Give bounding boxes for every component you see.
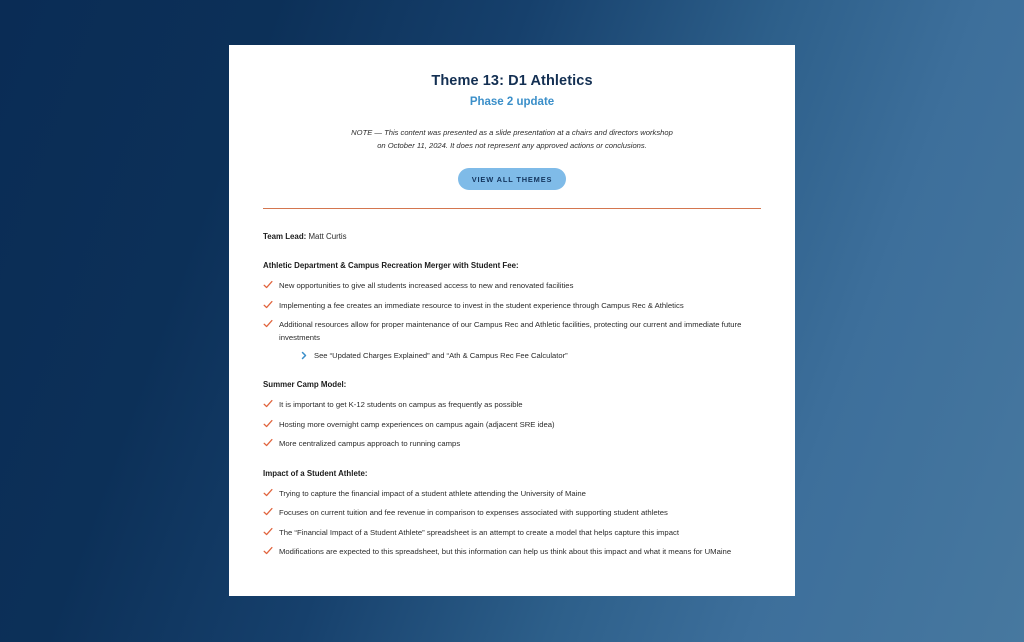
view-all-themes-button[interactable]: VIEW ALL THEMES (458, 168, 567, 190)
hero-button-row (263, 168, 761, 190)
bullet-text: Modifications are expected to this spreadsheet, but this information can help us think about this impact and what it means for UMaine (279, 547, 732, 557)
bullet-text: Additional resources allow for proper maintenance of our Campus Rec and Athletic facilities, protecting our current and immediate future investments (279, 320, 742, 342)
bullet-text: More centralized campus approach to running camps (279, 439, 461, 449)
sections-container (263, 260, 761, 558)
check-icon (263, 507, 273, 517)
check-icon (263, 399, 273, 409)
bullet-list (263, 399, 761, 450)
bullet-text: Trying to capture the financial impact of a student athlete attending the University of Maine (279, 488, 586, 498)
bullet-text: Focuses on current tuition and fee revenue in comparison to expenses associated with supporting student athletes (279, 508, 668, 518)
bullet-item (263, 438, 761, 450)
bullet-text: It is important to get K-12 students on campus as frequently as possible (279, 400, 523, 410)
hero-header (263, 73, 761, 190)
bullet-item (263, 280, 761, 292)
team-lead-line (263, 231, 761, 243)
bullet-item (263, 319, 761, 362)
check-icon (263, 546, 273, 556)
section-heading: Impact of a Student Athlete: (263, 468, 368, 478)
main-content (263, 209, 761, 558)
check-icon (263, 527, 273, 537)
bullet-text: The “Financial Impact of a Student Athlete” spreadsheet is an attempt to create a model that helps capture this impact (279, 527, 679, 537)
content-section (263, 260, 761, 362)
sub-bullet-text: See “Updated Charges Explained” and “Ath & Campus Rec Fee Calculator” (314, 351, 568, 361)
bullet-text: Hosting more overnight camp experiences on campus again (adjacent SRE idea) (279, 419, 555, 429)
sub-bullet-list (279, 350, 761, 362)
check-icon (263, 438, 273, 448)
section-heading: Summer Camp Model: (263, 380, 347, 390)
content-section (263, 379, 761, 450)
team-lead-label: Team Lead: (263, 232, 307, 242)
bullet-item (263, 546, 761, 558)
content-section (263, 468, 761, 559)
section-heading: Athletic Department & Campus Recreation Merger with Student Fee: (263, 261, 519, 271)
page-subtitle: Phase 2 update (469, 96, 555, 109)
bullet-item (263, 488, 761, 500)
bullet-item (263, 527, 761, 539)
check-icon (263, 280, 273, 290)
bullet-item (263, 399, 761, 411)
bullet-text: New opportunities to give all students increased access to new and renovated facilities (279, 281, 574, 291)
bullet-item (263, 300, 761, 312)
check-icon (263, 419, 273, 429)
content-card (229, 45, 795, 596)
team-lead-name: Matt Curtis (308, 232, 347, 242)
check-icon (263, 319, 273, 329)
sub-bullet-item (300, 350, 761, 362)
check-icon (263, 488, 273, 498)
disclaimer-note: NOTE — This content was presented as a slide presentation at a chairs and directors workshop on October 11, 2024. It does not represent any approved actions or conclusions. (351, 128, 673, 151)
chevron-right-icon (300, 351, 308, 360)
bullet-list (263, 280, 761, 362)
page-title: Theme 13: D1 Athletics (431, 73, 593, 89)
bullet-item (263, 419, 761, 431)
check-icon (263, 300, 273, 310)
bullet-text: Implementing a fee creates an immediate resource to invest in the student experience through Campus Rec & Athletics (279, 300, 684, 310)
bullet-list (263, 488, 761, 559)
bullet-item (263, 507, 761, 519)
